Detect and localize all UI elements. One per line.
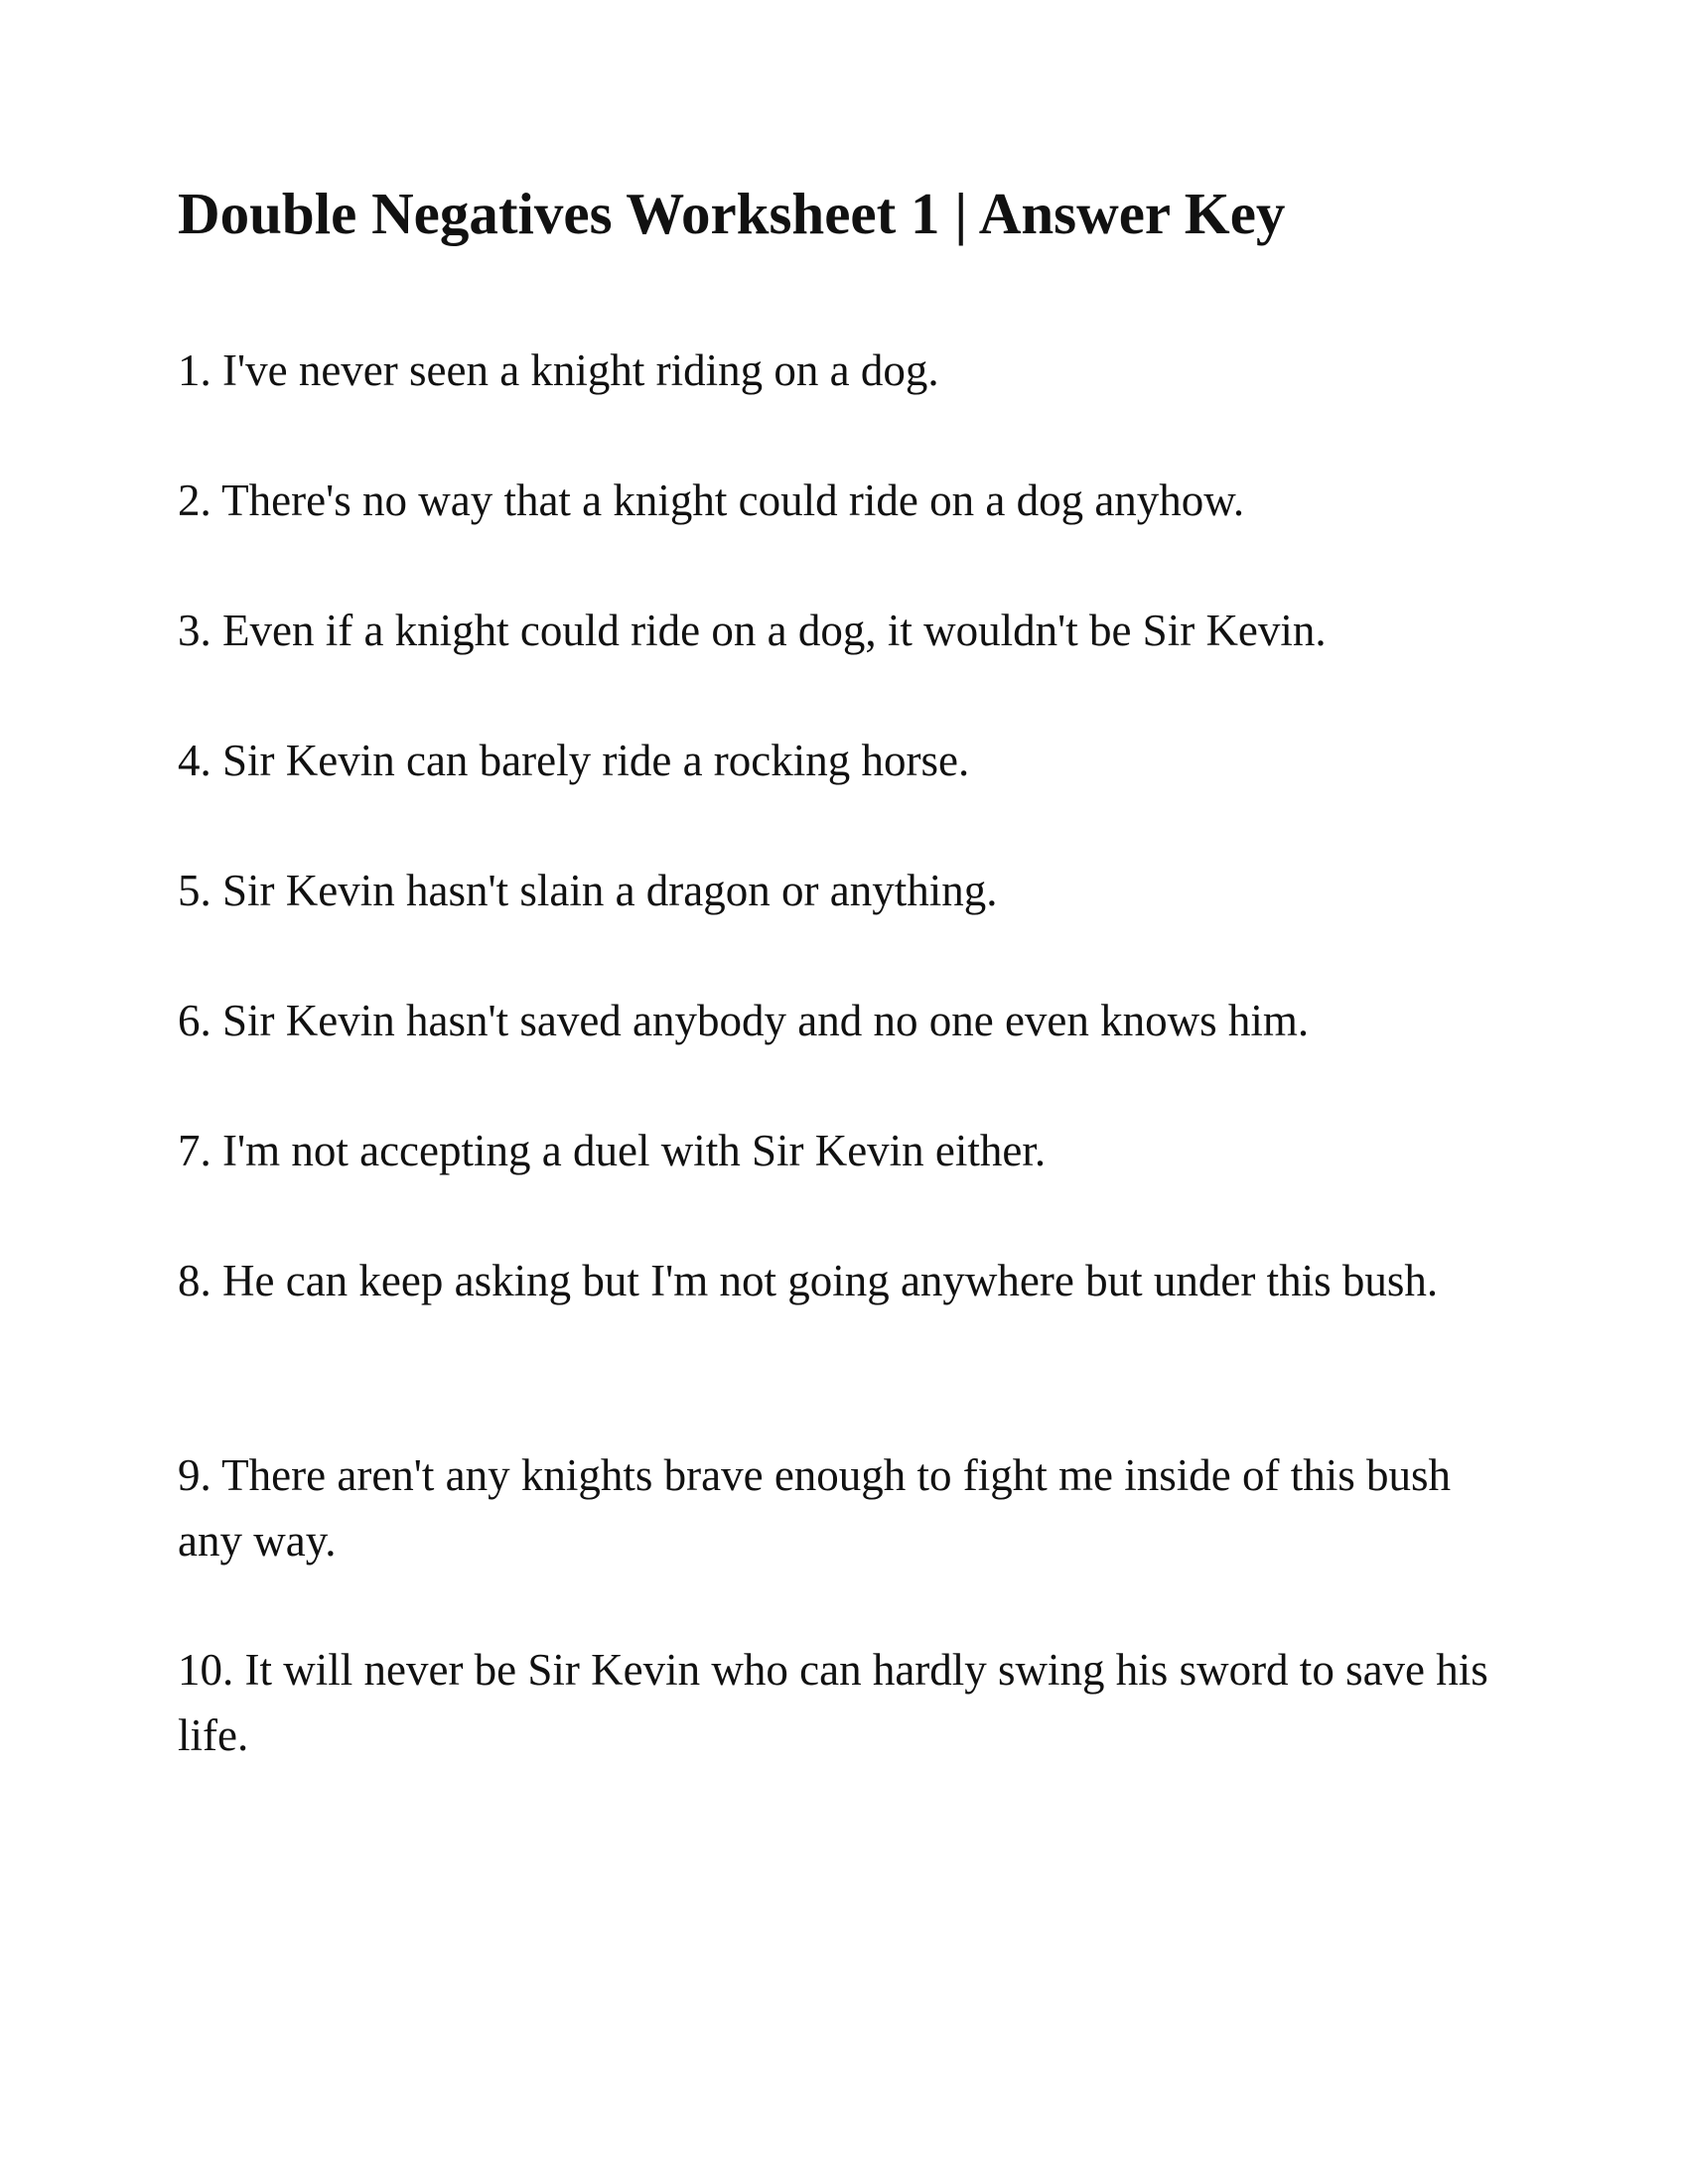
answer-item: 9. There aren't any knights brave enough to fight me inside of this bush any way. bbox=[178, 1450, 1452, 1566]
answer-item: 6. Sir Kevin hasn't saved anybody and no one even knows him. bbox=[178, 996, 1310, 1045]
answer-item: 1. I've never seen a knight riding on a dog. bbox=[178, 345, 939, 395]
answer-item: 10. It will never be Sir Kevin who can hardly swing his sword to save his life. bbox=[178, 1645, 1488, 1760]
answer-item: 4. Sir Kevin can barely ride a rocking horse. bbox=[178, 736, 970, 785]
answer-item: 2. There's no way that a knight could ride on a dog anyhow. bbox=[178, 476, 1245, 525]
page-title: Double Negatives Worksheet 1 | Answer Key bbox=[178, 181, 1286, 246]
answer-item: 5. Sir Kevin hasn't slain a dragon or anything. bbox=[178, 866, 998, 915]
answer-item: 8. He can keep asking but I'm not going anywhere but under this bush. bbox=[178, 1256, 1439, 1305]
answer-item: 3. Even if a knight could ride on a dog, it wouldn't be Sir Kevin. bbox=[178, 606, 1327, 655]
answer-item: 7. I'm not accepting a duel with Sir Kevin either. bbox=[178, 1126, 1047, 1175]
